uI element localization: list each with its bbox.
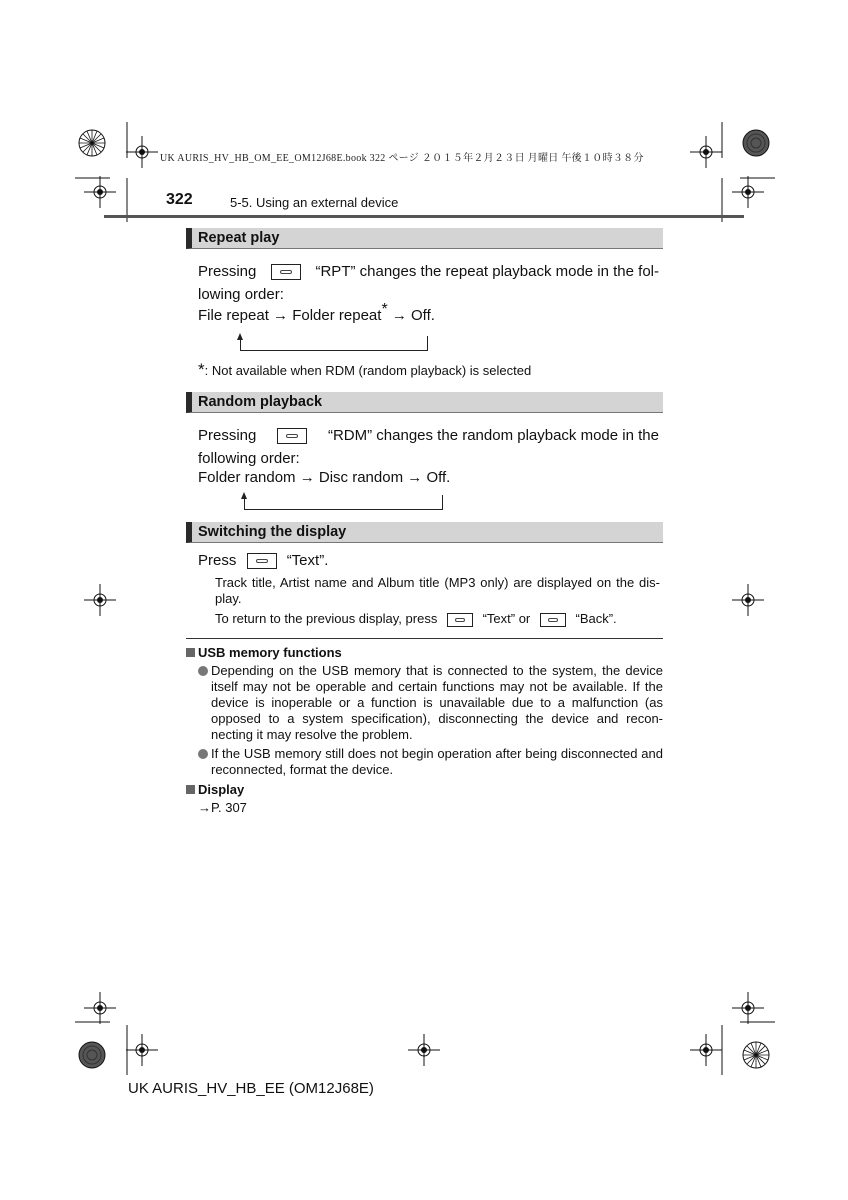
loop-arrow-icon	[237, 333, 243, 340]
order-folder-repeat: Folder repeat	[292, 307, 382, 324]
arrow-icon: →	[273, 307, 289, 324]
heading-switching-display-text: Switching the display	[198, 524, 347, 540]
back-button-icon	[540, 613, 566, 627]
text-label: “Text”.	[286, 552, 329, 569]
display-heading	[186, 782, 244, 797]
press-text: Press	[198, 552, 237, 569]
random-pressing-text: Pressing	[198, 427, 257, 444]
order-disc-random: Disc random	[318, 469, 404, 486]
asterisk-mark: *	[381, 301, 388, 318]
section-divider	[186, 638, 663, 639]
repeat-description-text: “RPT” changes the repeat playback mode in the fol-	[315, 263, 659, 280]
square-bullet-icon	[186, 648, 195, 657]
bullet-dot-icon	[198, 666, 208, 676]
heading-random-playback	[186, 392, 663, 413]
random-line-1	[198, 427, 659, 444]
print-job-header: UK AURIS_HV_HB_OM_EE_OM12J68E.book 322 ページ ２０１５年２月２３日 月曜日 午後１０時３８分	[160, 153, 644, 164]
usb-bullet-2	[198, 746, 663, 778]
usb-heading	[186, 645, 342, 660]
loop-arrow-icon	[241, 492, 247, 499]
footer-document-code: UK AURIS_HV_HB_EE (OM12J68E)	[128, 1080, 374, 1097]
display-heading-text: Display	[198, 782, 245, 797]
header-rule	[104, 215, 744, 218]
random-line-2: following order:	[198, 450, 300, 467]
heading-repeat-play	[186, 228, 663, 249]
text-button-icon	[247, 553, 277, 569]
switching-press-line	[198, 550, 328, 571]
repeat-footnote	[198, 362, 531, 379]
usb-bullet-2-text: If the USB memory still does not begin operation after being disconnected and reconnected, format the device.	[211, 746, 663, 777]
heading-repeat-play-text: Repeat play	[198, 230, 280, 246]
arrow-icon: →	[299, 469, 315, 486]
random-description-text: “RDM” changes the random playback mode in the	[327, 427, 659, 444]
heading-switching-display	[186, 522, 663, 543]
text-or-label: “Text” or	[482, 611, 531, 626]
order-off: Off.	[426, 469, 451, 486]
order-file-repeat: File repeat	[198, 307, 269, 324]
usb-bullet-1	[198, 663, 663, 743]
section-title: 5-5. Using an external device	[230, 195, 399, 210]
switching-info: Track title, Artist name and Album title (MP3 only) are displayed on the dis-play.	[215, 575, 660, 606]
page-number: 322	[166, 191, 193, 208]
repeat-pressing-text: Pressing	[198, 263, 257, 280]
asterisk-mark: *	[198, 360, 205, 379]
square-bullet-icon	[186, 785, 195, 794]
bullet-dot-icon	[198, 749, 208, 759]
repeat-loop-line	[240, 336, 428, 351]
rpt-button-icon	[271, 264, 301, 280]
random-loop-line	[244, 495, 443, 510]
text-button-icon	[447, 613, 473, 627]
arrow-icon: →	[391, 307, 407, 324]
heading-random-playback-text: Random playback	[198, 394, 323, 410]
return-text: To return to the previous display, press	[215, 611, 438, 626]
footnote-text: : Not available when RDM (random playback) is selected	[204, 363, 532, 378]
switching-return-line	[215, 611, 617, 627]
order-off: Off.	[411, 307, 435, 324]
order-folder-random: Folder random	[198, 469, 296, 486]
random-order	[198, 467, 450, 488]
repeat-line-1	[198, 263, 659, 280]
usb-bullet-1-text: Depending on the USB memory that is connected to the system, the device itself may not be operable and certain functions may not be available. If the device is inoperable or a function is unavailable due to a malfunction (as opposed to a system specification), disconnecting the device and recon-necting it may resolve the problem.	[211, 663, 663, 742]
arrow-icon: →	[407, 469, 423, 486]
repeat-order	[198, 301, 435, 326]
rdm-button-icon	[277, 428, 307, 444]
display-page-reference[interactable]: →P. 307	[198, 800, 247, 815]
usb-heading-text: USB memory functions	[198, 645, 342, 660]
repeat-line-2: lowing order:	[198, 286, 284, 303]
back-label: “Back”.	[575, 611, 617, 626]
